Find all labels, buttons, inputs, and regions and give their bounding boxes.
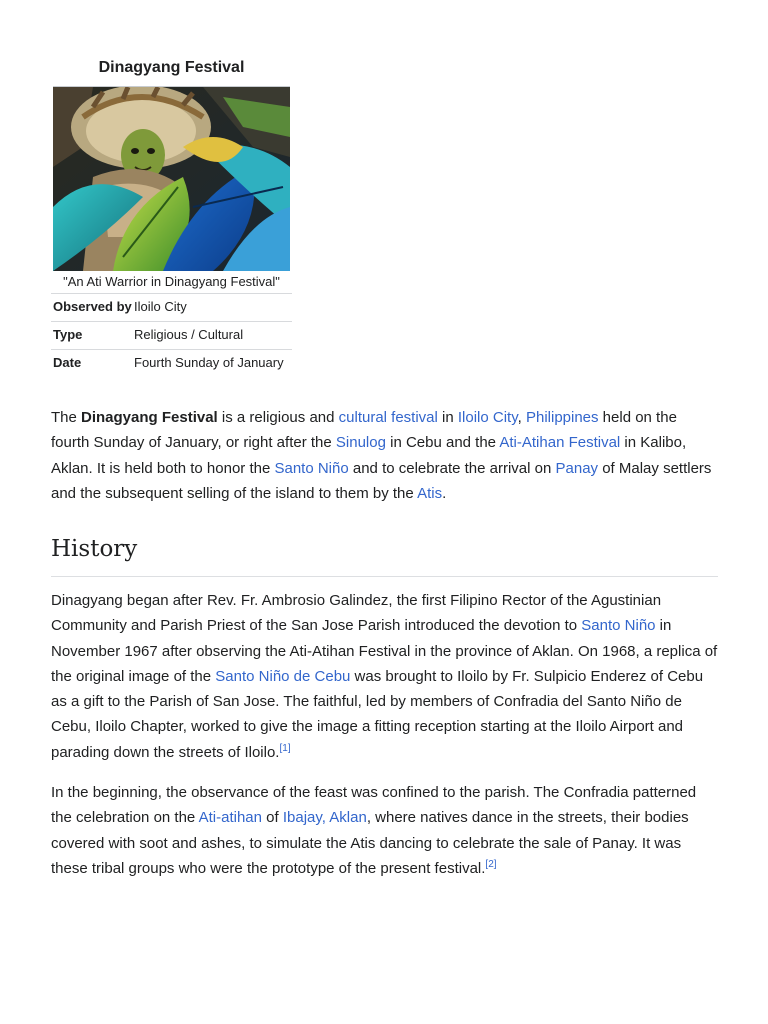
text: Dinagyang began after Rev. Fr. Ambrosio Galindez, the first Filipino Rector of the Agustinian Community and Parish Priest of the San Jose Parish introduced the devotion to bbox=[51, 592, 662, 635]
article-subject: Dinagyang Festival bbox=[81, 409, 218, 426]
text: is a religious and bbox=[217, 409, 339, 426]
infobox-value: Iloilo City bbox=[134, 299, 187, 314]
link-santo-nino[interactable]: Santo Niño bbox=[581, 617, 656, 635]
text: in bbox=[437, 409, 458, 426]
link-philippines[interactable]: Philippines bbox=[525, 409, 599, 426]
text: The bbox=[51, 409, 82, 426]
history-section bbox=[51, 588, 719, 881]
section-heading-history: History bbox=[51, 532, 718, 577]
intro-section bbox=[51, 405, 719, 506]
infobox-label: Observed by bbox=[53, 299, 132, 314]
infobox bbox=[51, 56, 292, 377]
text: , where natives dance in the streets, their bodies covered with soot and ashes, to simulate the Atis dancing to celebrate the sale of Panay. It was these tribal groups who were the prototype of the present festival. bbox=[51, 809, 689, 877]
text: and to celebrate the arrival on bbox=[348, 459, 556, 477]
link-sinulog[interactable]: Sinulog bbox=[335, 434, 386, 452]
text: of bbox=[262, 809, 283, 827]
text: in Cebu and the bbox=[385, 434, 500, 452]
link-ati-atihan[interactable]: Ati-atihan bbox=[198, 809, 262, 827]
text: , bbox=[517, 409, 526, 426]
infobox-value: Religious / Cultural bbox=[134, 327, 244, 342]
history-paragraph-1 bbox=[51, 588, 719, 765]
link-santo-nino-de-cebu[interactable]: Santo Niño de Cebu bbox=[215, 667, 351, 685]
link-iloilo-city[interactable]: Iloilo City bbox=[457, 409, 518, 426]
text: held on the fourth Sunday of January, or right after the bbox=[51, 409, 677, 452]
infobox-row-type bbox=[51, 322, 292, 350]
infobox-row-date bbox=[51, 350, 292, 377]
text: . bbox=[442, 484, 447, 502]
text: in November 1967 after observing the Ati-Atihan Festival in the province of Aklan. On 1968, a replica of the original image of the bbox=[51, 617, 718, 685]
link-panay[interactable]: Panay bbox=[555, 459, 599, 477]
infobox-row-observed-by bbox=[51, 294, 292, 322]
history-paragraph-2 bbox=[51, 780, 719, 881]
image-caption: "An Ati Warrior in Dinagyang Festival" bbox=[51, 271, 292, 294]
text: in Kalibo, Aklan. It is held both to honor the bbox=[51, 434, 687, 477]
link-ibajay-aklan[interactable]: Ibajay, Aklan bbox=[282, 809, 367, 827]
infobox-label: Type bbox=[53, 327, 83, 342]
text: In the beginning, the observance of the feast was confined to the parish. The Confradia patterned the celebration on the bbox=[51, 784, 697, 827]
text: of Malay settlers and the subsequent selling of the island to them by the bbox=[51, 459, 712, 502]
link-cultural-festival[interactable]: cultural festival bbox=[338, 409, 438, 426]
infobox-value: Fourth Sunday of January bbox=[134, 355, 284, 370]
link-santo-nino[interactable]: Santo Niño bbox=[274, 459, 349, 477]
text: was brought to Iloilo by Fr. Sulpicio Enderez of Cebu as a gift to the Parish of San Jose. The faithful, led by members of Confradia del Santo Niño de Cebu, Iloilo Chapter, worked to give the image a fitting reception starting at the Iloilo Airport and parading down the streets of Iloilo. bbox=[51, 667, 704, 761]
link-ati-atihan-festival[interactable]: Ati-Atihan Festival bbox=[499, 434, 621, 452]
intro-paragraph bbox=[51, 405, 719, 506]
infobox-title: Dinagyang Festival bbox=[98, 59, 245, 76]
infobox-label: Date bbox=[53, 355, 82, 370]
reference-link-1[interactable]: [1] bbox=[279, 742, 291, 754]
festival-photo[interactable] bbox=[53, 86, 290, 271]
link-atis[interactable]: Atis bbox=[417, 484, 443, 502]
reference-link-2[interactable]: [2] bbox=[485, 858, 497, 870]
